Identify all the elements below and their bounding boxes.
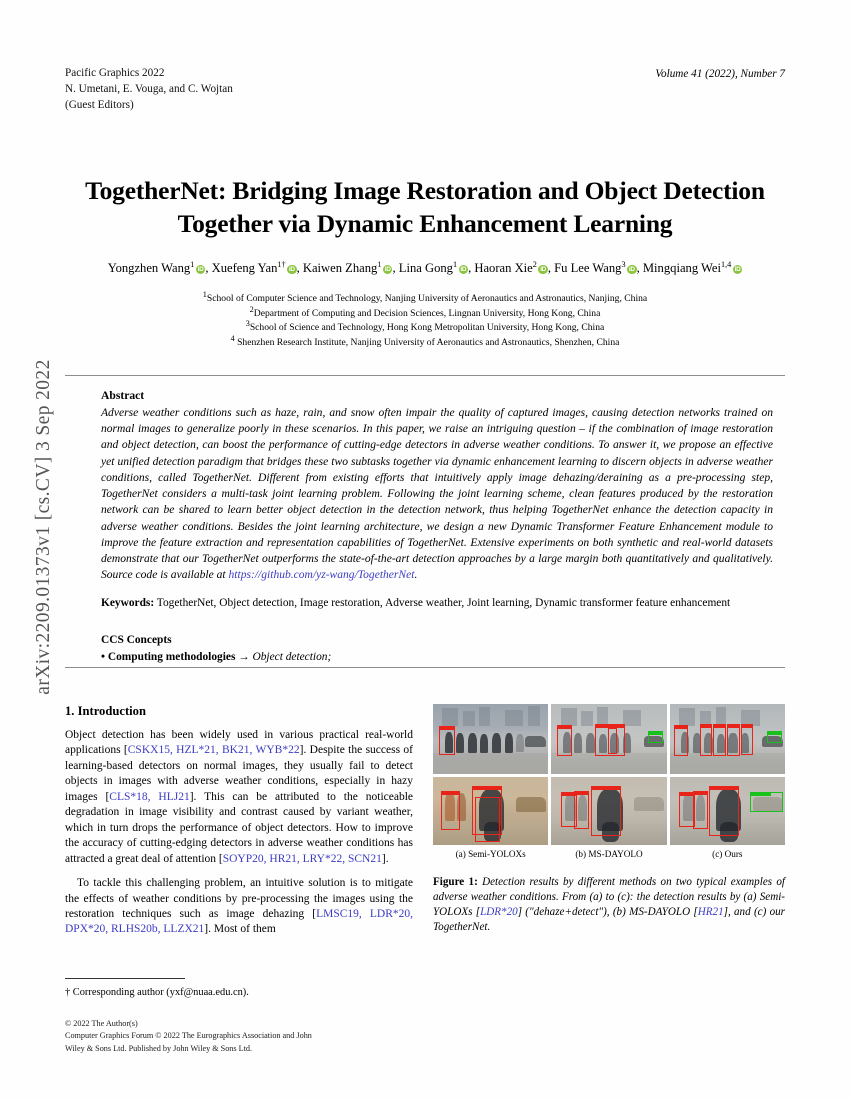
affiliation-entry: 1School of Computer Science and Technology, Nanjing University of Aeronautics and Astronautics, Nanjing, China: [202, 289, 648, 304]
ccs-subcategory: Object detection;: [252, 650, 332, 663]
author-entry: [212, 261, 297, 275]
abstract-text: [101, 405, 773, 583]
author-affiliation-marker: 1: [377, 259, 382, 269]
figure-image-a-bottom: [433, 777, 548, 845]
copyright-line-3: Wiley & Sons Ltd. Published by John Wiley & Sons Ltd.: [65, 1043, 253, 1053]
volume-info: Volume 41 (2022), Number 7: [655, 68, 785, 80]
author-affiliation-marker: 1: [452, 259, 458, 269]
copyright-block: [65, 1018, 413, 1055]
figure-subcaption-a: (a) Semi-YOLOXs: [455, 849, 526, 859]
divider-below-abstract: [65, 667, 785, 668]
figure-image-a-top: [433, 704, 548, 774]
body-text: ]. This can be attributed to the noticeable degradation in image visibility and contrast caused by variant weather, which in turn drops the performance of object detectors. How to improve the accuracy of cutting-edging detectors in adverse weather conditions has attracted a great deal of attention [: [65, 790, 413, 865]
orcid-icon[interactable]: iD: [628, 265, 635, 273]
journal-header-left: [65, 66, 233, 114]
abstract-section: [101, 389, 773, 583]
author-entry: [108, 261, 206, 275]
author-name: Fu Lee Wang: [554, 261, 622, 275]
author-entry: [643, 261, 742, 275]
affiliation-marker: 4: [230, 333, 235, 343]
affiliation-list: [65, 289, 785, 350]
body-text: To tackle this challenging problem, an intuitive solution is to mitigate the effects of weather conditions by pre-processing the images using the restoration techniques such as image dehazing [: [65, 877, 413, 920]
figure-image-c-bottom: [670, 777, 785, 845]
section-heading-introduction: 1. Introduction: [65, 704, 146, 718]
page-title: TogetherNet: Bridging Image Restoration and Object Detection Together via Dynamic Enhancement Learning: [85, 176, 765, 238]
copyright-line-2: Computer Graphics Forum © 2022 The Eurographics Association and John: [65, 1031, 312, 1041]
author-entry: [554, 261, 636, 275]
citation-link[interactable]: HR21: [697, 905, 724, 918]
copyright-line-1: © 2022 The Author(s): [65, 1019, 138, 1028]
abstract-text-end: .: [414, 569, 418, 582]
author-name: Lina Gong: [398, 261, 453, 275]
editors-line: N. Umetani, E. Vouga, and C. Wojtan: [65, 82, 233, 95]
author-name: Kaiwen Zhang: [302, 261, 378, 275]
author-affiliation-marker: 1†: [277, 259, 286, 269]
orcid-icon[interactable]: iD: [460, 265, 467, 273]
affiliation-entry: 2Department of Computing and Decision Sciences, Lingnan University, Hong Kong, China: [249, 304, 601, 319]
abstract-heading: Abstract: [101, 389, 145, 402]
citation-link[interactable]: LMSC19, LDR*20, DPX*20, RLHS20b, LLZX21: [65, 907, 413, 936]
affiliation-marker: 1: [202, 289, 207, 299]
author-affiliation-marker: 1: [190, 259, 195, 269]
author-name: Mingqiang Wei: [642, 261, 722, 275]
affiliation-entry: 4 Shenzhen Research Institute, Nanjing University of Aeronautics and Astronautics, Shenzhen, China: [230, 333, 620, 348]
footnote-text: Corresponding author (yxf@nuaa.edu.cn).: [70, 987, 249, 998]
journal-header: [65, 66, 785, 114]
introduction-column: [65, 704, 413, 938]
body-text: ], and (c) our TogetherNet.: [433, 905, 785, 933]
author-affiliation-marker: 2: [532, 259, 537, 269]
divider-above-abstract: [65, 375, 785, 376]
figure-image-grid-row1: [433, 704, 785, 774]
body-text: ]. Despite the success of learning-based detectors on normal images, they usually fail to detect objects in images with adverse weather conditions, especially in hazy images [: [65, 744, 413, 803]
ccs-bullet: •: [101, 650, 105, 663]
citation-link[interactable]: SOYP20, HR21, LRY*22, SCN21: [222, 852, 382, 865]
author-entry: [303, 261, 393, 275]
ccs-category: Computing methodologies: [107, 650, 236, 663]
citation-link[interactable]: CSKX15, HZL*21, BK21, WYB*22: [127, 744, 300, 757]
body-text: Object detection has been widely used in various practical real-world applications [: [65, 729, 413, 757]
figure-column: [433, 704, 785, 935]
body-text: ]. Most of them: [204, 923, 276, 936]
author-entry: [474, 261, 548, 275]
author-name: Yongzhen Wang: [107, 261, 191, 275]
orcid-icon[interactable]: iD: [384, 265, 391, 273]
figure-caption-text: [433, 876, 785, 933]
figure-subcaption-b: (b) MS-DAYOLO: [575, 849, 643, 859]
figure-image-b-bottom: [551, 777, 666, 845]
body-text: ] ("dehaze+detect"), (b) MS-DAYOLO [: [517, 905, 698, 918]
arxiv-stamp: arXiv:2209.01373v1 [cs.CV] 3 Sep 2022: [33, 359, 54, 695]
source-code-link[interactable]: https://github.com/yz-wang/TogetherNet: [228, 569, 415, 582]
keywords-text: TogetherNet, Object detection, Image restoration, Adverse weather, Joint learning, Dynamic transformer feature enhancement: [154, 597, 731, 609]
intro-paragraph-1: [65, 728, 413, 867]
citation-link[interactable]: CLS*18, HLJ21: [109, 790, 190, 803]
keywords-label: Keywords:: [101, 597, 155, 609]
affiliation-marker: 2: [249, 304, 254, 314]
conference-name: Pacific Graphics 2022: [65, 67, 165, 79]
ccs-concepts-section: [101, 632, 773, 665]
author-list: Yongzhen Wang$^1$iD , Xuefeng Yan$^{1\dagger}$iD , Kaiwen Zhang$^1$iD , Lina Gong$^1$iD , Haoran Xie$^2$iD , Fu Lee Wang$^3$iD , Mingqiang Wei$^{1,4}$iD: [107, 259, 741, 275]
figure-caption: [433, 875, 785, 935]
author-affiliation-marker: 1,4: [721, 259, 732, 269]
abstract-text-main: Adverse weather conditions such as haze, rain, and snow often impair the quality of captured images, causing detection networks trained on normal images to generalize poorly in these scenarios. In this paper, we raise an intriguing question – if the combination of image restoration and object detection, can boost the performance of cutting-edge detectors in adverse weather conditions. To answer it, we propose an effective yet unified detection paradigm that bridges these two subtasks together via dynamic enhancement learning to discern objects in adverse weather conditions, called TogetherNet. Different from existing efforts that intuitively apply image dehazing/deraining as a pre-processing step, TogetherNet considers a multi-task joint learning problem. Following the joint learning scheme, clean features produced by the restoration network can be shared to learn better object detection in the detection network, thus helping TogetherNet enhance the detection capacity in adverse weather conditions. Besides the joint learning architecture, we design a new Dynamic Transformer Feature Enhancement module to improve the feature extraction and representation capabilities of TogetherNet. Extensive experiments on both synthetic and real-world datasets demonstrate that our TogetherNet outperforms the state-of-the-art detection approaches by a large margin both quantitatively and qualitatively. Source code is available at: [101, 407, 773, 582]
author-name: Haoran Xie: [474, 261, 533, 275]
author-entry: [399, 261, 468, 275]
body-text: ].: [381, 852, 389, 865]
footnote-marker: †: [65, 987, 71, 998]
orcid-icon[interactable]: iD: [197, 265, 204, 273]
figure-image-c-top: [670, 704, 785, 774]
footnote: [65, 986, 413, 1001]
affiliation-entry: 3School of Science and Technology, Hong Kong Metropolitan University, Hong Kong, China: [245, 318, 605, 334]
arrow-icon: →: [238, 650, 250, 663]
orcid-icon[interactable]: iD: [734, 265, 741, 273]
intro-paragraph-2: [65, 876, 413, 938]
affiliation-marker: 3: [245, 318, 250, 328]
author-name: Xuefeng Yan: [211, 261, 278, 275]
keywords-section: [101, 595, 773, 611]
figure-subcaption-c: (c) Ours: [712, 849, 743, 859]
orcid-icon[interactable]: iD: [288, 265, 295, 273]
orcid-icon[interactable]: iD: [540, 265, 546, 273]
figure-image-b-top: [551, 704, 666, 774]
ccs-line: [101, 649, 773, 666]
citation-link[interactable]: LDR*20: [480, 905, 518, 918]
figure-image-grid-row2: [433, 777, 785, 845]
guest-editors-label: (Guest Editors): [65, 98, 134, 111]
figure-subcaptions: [433, 849, 785, 861]
author-affiliation-marker: 3: [621, 259, 626, 269]
ccs-heading: CCS Concepts: [101, 634, 172, 646]
figure-number: Figure 1:: [433, 875, 478, 888]
body-text: Detection results by different methods on two typical examples of adverse weather conditions. From (a) to (c): the detection results by (a) Semi-YOLOXs [: [433, 875, 785, 918]
footnote-divider: [65, 978, 185, 979]
